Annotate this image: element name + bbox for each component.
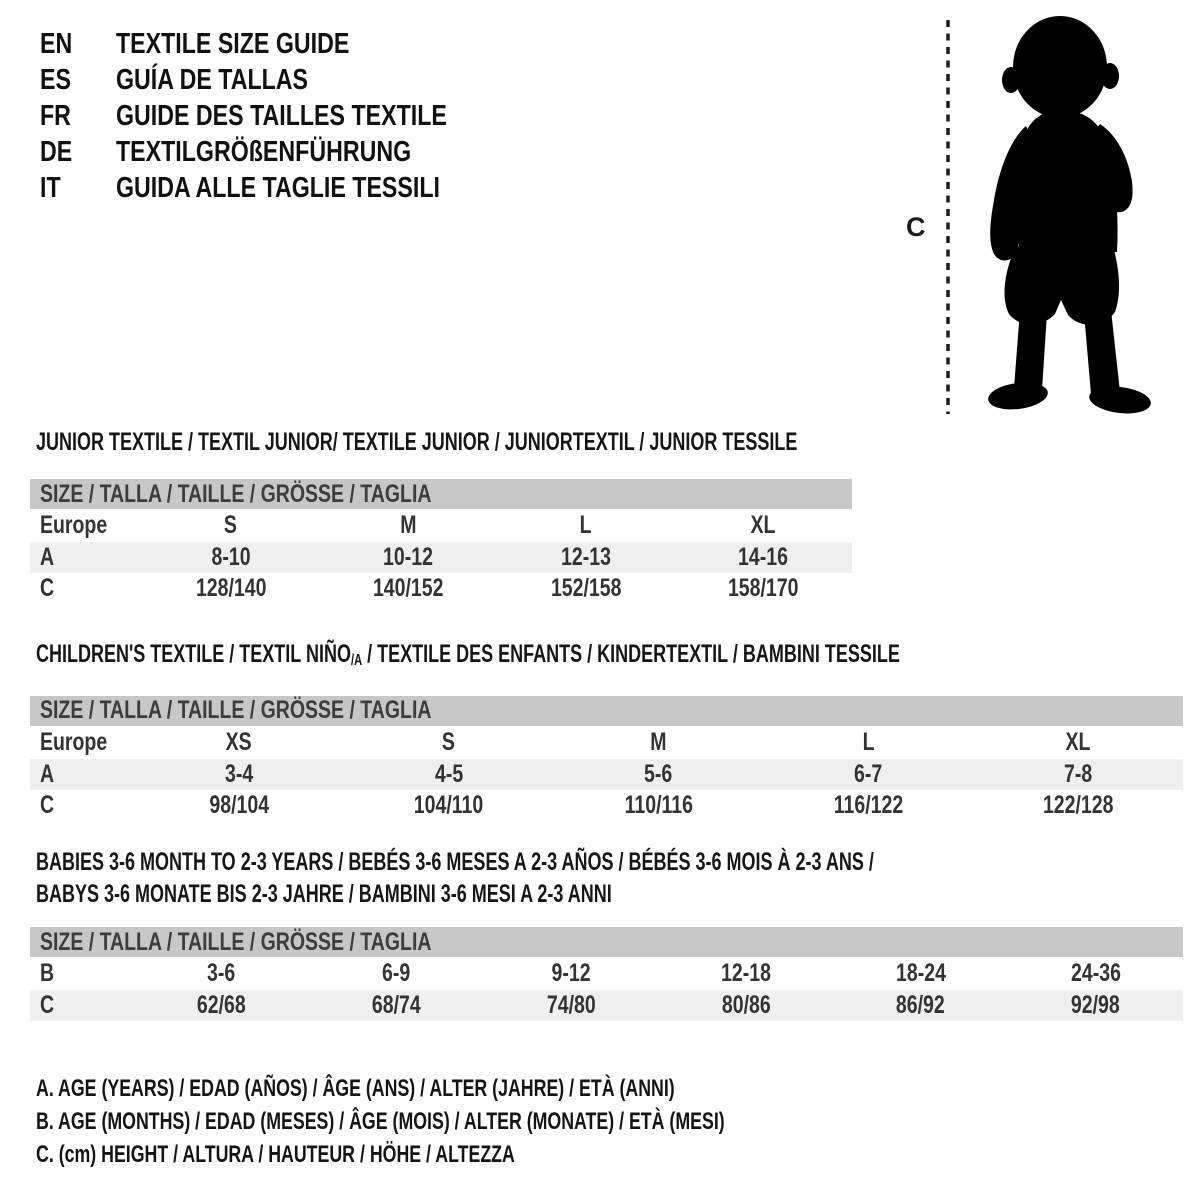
age-cell xyxy=(497,542,675,573)
legend-line-c xyxy=(36,1138,967,1171)
toddler-silhouette-shape xyxy=(987,16,1153,417)
height-value: 92/98 xyxy=(1071,991,1120,1019)
children-title-post: / TEXTILE DES ENFANTS / KINDERTEXTIL / BAMBINI TESSILE xyxy=(362,640,900,668)
size-header-bar xyxy=(30,479,852,509)
size-value: M xyxy=(650,727,667,756)
legend-line-b xyxy=(36,1105,967,1138)
months-value: 18-24 xyxy=(895,959,946,987)
table-row-age xyxy=(30,759,1183,790)
age-value: 7-8 xyxy=(1063,759,1093,788)
months-value: 12-18 xyxy=(720,959,771,987)
lang-label: GUIDE DES TAILLES TEXTILE xyxy=(116,100,447,132)
children-title-text xyxy=(36,640,900,675)
table-row-age xyxy=(30,542,852,573)
size-value: L xyxy=(579,511,592,539)
height-cell xyxy=(554,790,764,821)
size-cell xyxy=(320,509,498,542)
size-cell xyxy=(763,726,973,759)
age-cell xyxy=(973,759,1183,790)
height-cell xyxy=(658,990,833,1021)
height-value: 68/74 xyxy=(371,991,421,1019)
height-cell xyxy=(134,790,344,821)
lang-label: GUÍA DE TALLAS xyxy=(116,64,309,96)
row-label-cell xyxy=(30,990,134,1021)
age-value: 3-4 xyxy=(224,759,253,788)
height-value: 158/170 xyxy=(728,574,799,602)
table-row-height xyxy=(30,790,1183,821)
table-row-height xyxy=(30,573,852,604)
legend xyxy=(36,1072,967,1171)
table-row-europe xyxy=(30,726,1183,759)
table-row-months xyxy=(30,957,1183,990)
row-label-cell xyxy=(30,573,142,604)
lang-code: FR xyxy=(40,100,71,132)
size-cell xyxy=(554,726,764,759)
months-cell xyxy=(833,957,1008,990)
age-value: 5-6 xyxy=(644,759,673,788)
age-value: 8-10 xyxy=(211,543,251,571)
babies-section-title xyxy=(30,846,1183,910)
babies-title-line2: BABYS 3-6 MONATE BIS 2-3 JAHRE / BAMBINI 3-6 MESI A 2-3 ANNI xyxy=(36,880,612,908)
size-header-bar xyxy=(30,696,1183,726)
height-cell xyxy=(675,573,853,604)
row-label-cell xyxy=(30,726,134,759)
language-list xyxy=(40,26,530,206)
height-value: 62/68 xyxy=(197,991,246,1019)
size-cell xyxy=(675,509,853,542)
size-value: S xyxy=(224,511,238,539)
height-value: 152/158 xyxy=(550,574,621,602)
size-cell xyxy=(134,726,344,759)
height-value: 74/80 xyxy=(546,991,596,1019)
size-header-text: SIZE / TALLA / TAILLE / GRÖSSE / TAGLIA xyxy=(40,696,432,725)
children-title-pre: CHILDREN'S TEXTILE / TEXTIL NIÑO xyxy=(36,640,351,668)
height-value: 86/92 xyxy=(896,991,946,1019)
height-cell xyxy=(973,790,1183,821)
age-cell xyxy=(675,542,853,573)
height-cell xyxy=(344,790,554,821)
age-cell xyxy=(134,759,344,790)
age-cell xyxy=(320,542,498,573)
junior-title-text: JUNIOR TEXTILE / TEXTIL JUNIOR/ TEXTILE JUNIOR / JUNIORTEXTIL / JUNIOR TESSILE xyxy=(36,428,798,456)
size-cell xyxy=(142,509,320,542)
babies-title-line1: BABIES 3-6 MONTH TO 2-3 YEARS / BEBÉS 3-6 MESES A 2-3 AÑOS / BÉBÉS 3-6 MOIS À 2-3 ANS / xyxy=(36,848,874,876)
toddler-silhouette xyxy=(938,12,1198,424)
height-value: 116/122 xyxy=(833,790,903,819)
height-value: 104/110 xyxy=(413,790,484,819)
lang-row-de xyxy=(40,134,530,170)
lang-code: ES xyxy=(40,64,71,96)
babies-size-table xyxy=(30,927,1183,1021)
lang-code: EN xyxy=(40,28,73,60)
size-value: S xyxy=(442,727,456,756)
row-label-cell xyxy=(30,759,134,790)
months-cell xyxy=(309,957,484,990)
height-cell xyxy=(484,990,659,1021)
size-value: L xyxy=(862,727,875,756)
size-cell xyxy=(344,726,554,759)
legend-line-a xyxy=(36,1072,967,1105)
months-cell xyxy=(658,957,833,990)
height-cell xyxy=(497,573,675,604)
height-cell xyxy=(833,990,1008,1021)
height-cell xyxy=(134,990,309,1021)
age-value: 12-13 xyxy=(560,543,611,571)
junior-size-table xyxy=(30,479,852,604)
size-cell xyxy=(497,509,675,542)
children-size-table xyxy=(30,696,1183,821)
lang-row-es xyxy=(40,62,530,98)
row-label-cell xyxy=(30,790,134,821)
age-cell xyxy=(344,759,554,790)
size-header-bar xyxy=(30,927,1183,957)
lang-label: TEXTILE SIZE GUIDE xyxy=(116,28,350,60)
row-label: A xyxy=(40,759,55,788)
height-measure-label: C xyxy=(906,212,926,242)
junior-section xyxy=(30,428,852,604)
lang-code: DE xyxy=(40,136,73,168)
junior-section-title xyxy=(30,428,852,456)
age-value: 6-7 xyxy=(854,759,883,788)
months-cell xyxy=(484,957,659,990)
children-title-sub: /A xyxy=(350,651,363,669)
age-value: 10-12 xyxy=(383,543,434,571)
legend-text-a: A. AGE (YEARS) / EDAD (AÑOS) / ÂGE (ANS) / ALTER (JAHRE) / ETÀ (ANNI) xyxy=(36,1075,675,1102)
lang-code: IT xyxy=(40,172,61,204)
babies-section xyxy=(30,846,1183,1021)
size-cell xyxy=(973,726,1183,759)
height-value: 128/140 xyxy=(195,574,266,602)
size-value: M xyxy=(400,511,417,539)
lang-label: TEXTILGRÖßENFÜHRUNG xyxy=(116,136,412,168)
row-label: A xyxy=(40,543,55,571)
row-label-cell xyxy=(30,542,142,573)
toddler-silhouette-svg xyxy=(938,12,1198,424)
legend-text-c: C. (cm) HEIGHT / ALTURA / HAUTEUR / HÖHE / ALTEZZA xyxy=(36,1141,515,1168)
row-label-cell xyxy=(30,509,142,542)
height-cell xyxy=(309,990,484,1021)
size-value: XS xyxy=(225,727,252,756)
size-value: XL xyxy=(750,511,776,539)
children-section xyxy=(30,640,1183,821)
legend-text-b: B. AGE (MONTHS) / EDAD (MESES) / ÂGE (MOIS) / ALTER (MONATE) / ETÀ (MESI) xyxy=(36,1108,725,1135)
size-value: XL xyxy=(1065,727,1091,756)
height-cell xyxy=(320,573,498,604)
lang-row-fr xyxy=(40,98,530,134)
children-section-title xyxy=(30,640,1183,675)
height-value: 110/116 xyxy=(624,790,693,819)
height-value: 122/128 xyxy=(1042,790,1114,819)
age-cell xyxy=(763,759,973,790)
row-label: C xyxy=(40,790,55,819)
row-label-cell xyxy=(30,957,134,990)
height-cell xyxy=(142,573,320,604)
age-cell xyxy=(142,542,320,573)
months-value: 9-12 xyxy=(551,959,591,987)
age-cell xyxy=(554,759,764,790)
row-label: C xyxy=(40,991,55,1019)
row-label: Europe xyxy=(40,511,108,539)
row-label: Europe xyxy=(40,727,108,756)
lang-row-it xyxy=(40,170,530,206)
age-value: 14-16 xyxy=(738,543,789,571)
months-value: 3-6 xyxy=(207,959,236,987)
height-value: 98/104 xyxy=(209,790,269,819)
months-value: 24-36 xyxy=(1070,959,1121,987)
lang-label: GUIDA ALLE TAGLIE TESSILI xyxy=(116,172,440,204)
lang-row-en xyxy=(40,26,530,62)
months-cell xyxy=(1008,957,1183,990)
height-value: 140/152 xyxy=(373,574,444,602)
row-label: B xyxy=(40,959,55,987)
age-value: 4-5 xyxy=(434,759,463,788)
size-header-text: SIZE / TALLA / TAILLE / GRÖSSE / TAGLIA xyxy=(40,927,432,956)
height-cell xyxy=(763,790,973,821)
months-cell xyxy=(134,957,309,990)
height-cell xyxy=(1008,990,1183,1021)
months-value: 6-9 xyxy=(382,959,411,987)
size-header-text: SIZE / TALLA / TAILLE / GRÖSSE / TAGLIA xyxy=(40,479,432,508)
table-row-europe xyxy=(30,509,852,542)
row-label: C xyxy=(40,574,55,602)
height-value: 80/86 xyxy=(721,991,771,1019)
table-row-height xyxy=(30,990,1183,1021)
